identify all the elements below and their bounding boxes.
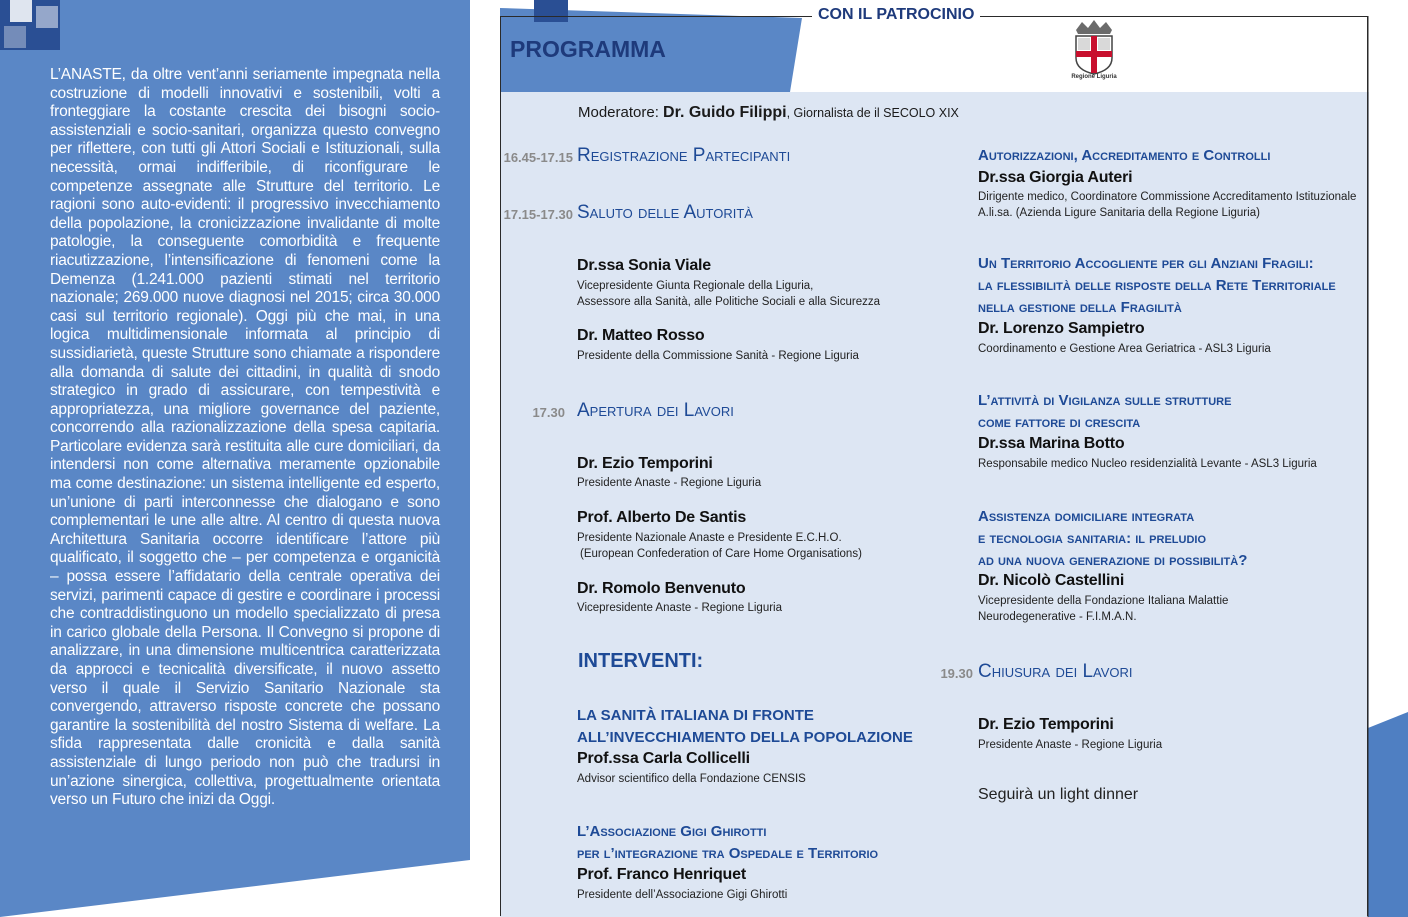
dinner-note: Seguirà un light dinner xyxy=(978,786,1139,803)
speaker-role: Presidente Anaste - Regione Liguria xyxy=(577,477,762,489)
talk-title: per l’integrazione tra Ospedale e Territorio xyxy=(577,845,879,862)
program-title: PROGRAMMA xyxy=(510,36,666,62)
time-registration: 16.45-17.15 xyxy=(503,150,573,165)
section-closing: Chiusura dei Lavori xyxy=(978,661,1133,682)
talk-title: ALL’INVECCHIAMENTO DELLA POPOLAZIONE xyxy=(577,729,913,746)
speaker-role: Presidente della Commissione Sanità - Regione Liguria xyxy=(577,350,859,362)
moderator-line xyxy=(578,104,959,122)
speaker-name: Prof. Franco Henriquet xyxy=(577,866,746,883)
speaker-role: Vicepresidente Giunta Regionale della Liguria, xyxy=(577,280,814,292)
talk-title: e tecnologia sanitaria: il preludio xyxy=(978,530,1207,547)
speaker-name: Dr.ssa Marina Botto xyxy=(978,435,1125,452)
speaker-role: Dirigente medico, Coordinatore Commissione Accreditamento Istituzionale xyxy=(978,191,1357,203)
moderator-role: , Giornalista de il SECOLO XIX xyxy=(786,106,959,120)
speaker-role: Vicepresidente Anaste - Regione Liguria xyxy=(577,602,783,614)
section-opening: Apertura dei Lavori xyxy=(577,400,734,421)
speaker-name: Dr. Lorenzo Sampietro xyxy=(978,320,1145,337)
talk-title: ad una nuova generazione di possibilità? xyxy=(978,552,1248,569)
speaker-role: Vicepresidente della Fondazione Italiana Malattie xyxy=(978,595,1229,607)
speaker-name: Dr. Nicolò Castellini xyxy=(978,572,1125,589)
intro-panel xyxy=(0,0,470,917)
coat-of-arms-icon xyxy=(1068,18,1120,82)
talk-title: LA SANITÀ ITALIANA DI FRONTE xyxy=(577,707,814,724)
speaker-role: A.li.sa. (Azienda Ligure Sanitaria della Regione Liguria) xyxy=(978,207,1260,219)
interventions-heading: INTERVENTI: xyxy=(578,650,704,672)
moderator-label: Moderatore: xyxy=(578,104,659,121)
speaker-name: Dr. Ezio Temporini xyxy=(978,716,1114,733)
speaker-name: Dr.ssa Giorgia Auteri xyxy=(978,169,1133,186)
intro-text: L’ANASTE, da oltre vent’anni seriamente impegnata nella costruzione di modelli innovativi e sostenibili, volti a fronteggiare la costante crescita dei bisogni socio-assistenziali e socio-sanitari, organizza questo convegno per riflettere, con tutti gli Attori Sociali e Istituzionali, sulla necessità, ormai indifferibile, di riconfigurare le competenze assegnate alle Strutture del territorio. Le ragioni sono auto-evidenti: il progressivo invecchiamento della popolazione, la cronicizzazione invalidante di molte patologie, la conseguente comorbidità e frequente riacutizzazione, l’intensificazione di fenomeni come la Demenza (1.241.000 pazienti stimati nel territorio nazionale; 269.000 nuove diagnosi nel 2015; circa 30.000 casi sul territorio regionale). Oggi più che mai, in una logica multidimensionale informata al principio di sussidiarietà, queste Strutture sono chiamate a rispondere alla domanda di salute dei cittadini, in qualità di snodo strategico in grado di assicurare, con tempestività e appropriatezza, una migliore governance del paziente, concorrendo alla razionalizzazione della spesa capitaria. Particolare evidenza sarà restituita alle cure domiciliari, da intendersi non come alternativa meramente opzionabile ma come destinazione: un sistema intelligente ed esperto, un’unione di parti interconnesse che dialogano e sono complementari le une alle altre. Al centro di questa nuova Architettura Sanitaria occorre identificare l’attore più qualificato, il soggetto che – per competenza e organicità – possa essere l’affidatario della centrale operativa dei servizi, parimenti capace di gestire e coordinare i processi che contraddistinguono un modello specializzato di presa in carico globale della Persona. Il Convegno si propone di analizzare, in una dimensione multicentrica caratterizzata da approcci e tecnicalità diversificate, il nuovo assetto verso il quale il Servizio Sanitario Nazionale sta convergendo, attraverso risposte concrete che possano garantire la sostenibilità del nostro Sistema di welfare. La sfida rappresentata dalle cronicità e dalla sanità assistenziale di lungo periodo non può che tradursi in un’azione sinergica, collettiva, progettualmente orientata verso un Futuro che inizi da Oggi. xyxy=(50,66,440,809)
time-closing: 19.30 xyxy=(940,666,973,681)
regione-liguria-logo xyxy=(1068,18,1120,82)
speaker-role: Presidente Nazionale Anaste e Presidente E.C.H.O. xyxy=(577,532,842,544)
talk-title: L’attività di Vigilanza sulle strutture xyxy=(978,392,1232,409)
section-registration: Registrazione Partecipanti xyxy=(577,145,791,166)
section-greetings: Saluto delle Autorità xyxy=(577,202,753,223)
talk-title: la flessibilità delle risposte della Rete Territoriale xyxy=(978,277,1336,294)
speaker-name: Dr.ssa Sonia Viale xyxy=(577,257,711,274)
speaker-role: Advisor scientifico della Fondazione CENSIS xyxy=(577,773,806,785)
talk-title: Un Territorio Accogliente per gli Anziani Fragili: xyxy=(978,255,1314,272)
talk-title: come fattore di crescita xyxy=(978,414,1141,431)
speaker-name: Dr. Ezio Temporini xyxy=(577,455,713,472)
speaker-name: Prof. Alberto De Santis xyxy=(577,509,747,526)
speaker-name: Prof.ssa Carla Collicelli xyxy=(577,750,750,767)
talk-title: Autorizzazioni, Accreditamento e Controlli xyxy=(978,147,1271,164)
speaker-role: Presidente Anaste - Regione Liguria xyxy=(978,739,1163,751)
moderator-name: Dr. Guido Filippi xyxy=(663,104,787,121)
time-greetings: 17.15-17.30 xyxy=(503,207,573,222)
patronage-label: CON IL PATROCINIO xyxy=(812,6,980,24)
speaker-role: Coordinamento e Gestione Area Geriatrica - ASL3 Liguria xyxy=(978,343,1271,355)
talk-title: Assistenza domiciliare integrata xyxy=(978,508,1195,525)
speaker-role: (European Confederation of Care Home Organisations) xyxy=(580,548,862,560)
talk-title: L’Associazione Gigi Ghirotti xyxy=(577,823,767,840)
logo-caption: Regione Liguria xyxy=(1071,74,1117,80)
speaker-name: Dr. Matteo Rosso xyxy=(577,327,705,344)
speaker-role: Responsabile medico Nucleo residenzialità Levante - ASL3 Liguria xyxy=(978,458,1317,470)
talk-title: nella gestione della Fragilità xyxy=(978,299,1182,316)
speaker-role: Neurodegenerative - F.I.M.A.N. xyxy=(978,611,1137,623)
speaker-role: Assessore alla Sanità, alle Politiche Sociali e alla Sicurezza xyxy=(577,296,880,308)
speaker-role: Presidente dell’Associazione Gigi Ghirotti xyxy=(577,889,788,901)
speaker-name: Dr. Romolo Benvenuto xyxy=(577,580,746,597)
time-opening: 17.30 xyxy=(532,405,565,420)
